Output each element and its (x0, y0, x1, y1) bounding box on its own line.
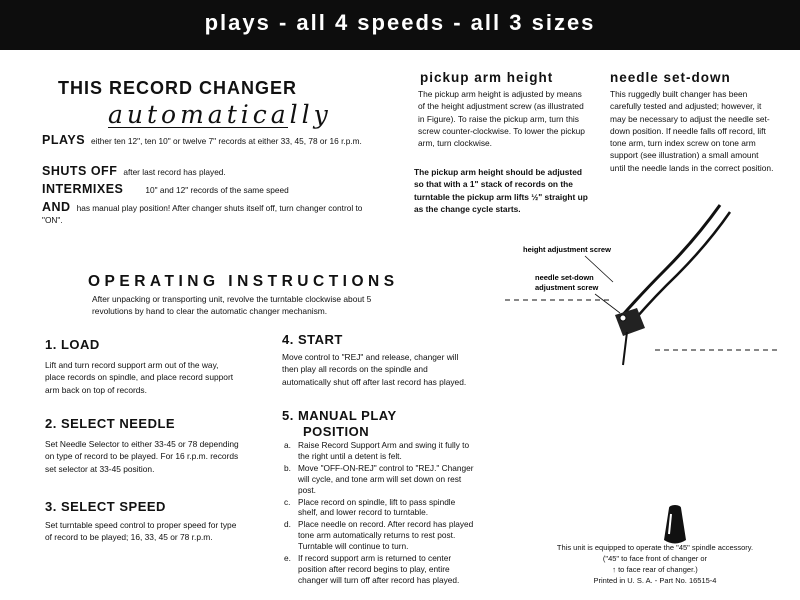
step-select-needle-text: Set Needle Selector to either 33-45 or 78 depending on type of record to be played. For 16 r.p.m. records set selector at 33-45 position. (45, 439, 239, 474)
manual-play-steps (282, 440, 474, 587)
list-item (282, 519, 474, 552)
feature-shuts-off (42, 165, 372, 178)
list-item-text: Raise Record Support Arm and swing it fully to the right until a detent is felt. (298, 440, 470, 461)
operating-intro: After unpacking or transporting unit, revolve the turntable clockwise about 5 revolutions by hand to clear the automatic changer mechanism. (92, 294, 372, 317)
operating-instructions-title: OPERATING INSTRUCTIONS (88, 273, 399, 290)
rest-post (623, 332, 627, 365)
list-item (282, 440, 474, 462)
adjustment-screw (620, 315, 626, 321)
list-item (282, 553, 474, 586)
feature-keyword: AND (42, 200, 71, 214)
list-item (282, 497, 474, 519)
changer-title: THIS RECORD CHANGER (58, 78, 298, 98)
step-manual-heading-1: 5. MANUAL PLAY (282, 408, 397, 423)
footer (510, 542, 800, 586)
list-item-letter: d. (284, 519, 291, 530)
label-needle-setdown-2: adjustment screw (535, 283, 599, 292)
list-item-letter: b. (284, 462, 291, 473)
feature-text: has manual play position! After changer shuts itself off, turn changer control to "ON". (42, 203, 363, 225)
tone-arm-outer (620, 205, 720, 318)
label-needle-setdown-1: needle set-down (535, 273, 594, 282)
list-item-text: If record support arm is returned to center position after record begins to play, entire changer will turn off after record has played. (298, 553, 460, 585)
footer-line-2: ("45" to face front of changer or (602, 554, 708, 563)
footer-line-3: ↑ to face rear of changer.) (612, 565, 698, 574)
footer-line-1: This unit is equipped to operate the "45" spindle accessory. (556, 543, 754, 552)
feature-text: 10" and 12" records of the same speed (145, 185, 289, 195)
feature-keyword: SHUTS OFF (42, 164, 118, 178)
tone-arm-illustration (495, 200, 785, 370)
step-start-heading: 4. START (282, 332, 343, 347)
list-item-letter: c. (284, 496, 291, 507)
list-item-letter: e. (284, 553, 291, 564)
feature-plays (42, 134, 372, 147)
list-item-text: Place record on spindle, lift to pass spindle shelf, and lower record to turntable. (298, 496, 456, 518)
tone-arm-inner (630, 212, 730, 325)
spindle-accessory-icon (655, 500, 695, 548)
footer-line-4: Printed in U. S. A. - Part No. 16515-4 (593, 576, 717, 585)
step-select-speed-heading: 3. SELECT SPEED (45, 499, 166, 514)
list-item-text: Move "OFF-ON-REJ" control to "REJ." Changer will cycle, and tone arm will set down on rest post. (298, 462, 474, 495)
needle-setdown-heading: needle set-down (610, 70, 731, 85)
feature-text: either ten 12", ten 10" or twelve 7" records at either 33, 45, 78 or 16 r.p.m. (91, 136, 362, 146)
step-load-heading: 1. LOAD (45, 337, 100, 352)
list-item-letter: a. (284, 440, 291, 450)
top-banner (0, 0, 800, 50)
pickup-para-1: The pickup arm height is adjusted by means of the height adjustment screw (as illustrated in Figure). To raise the pickup arm, turn this screw counter-clockwise. To lower the pickup arm, turn clockwise. (418, 89, 585, 149)
feature-keyword: INTERMIXES (42, 182, 124, 196)
needle-setdown-text: This ruggedly built changer has been carefully tested and adjusted; however, it may be necessary to adjust the needle set-down position. If needle falls off record, lift tone arm, turn index screw on tone arm support (see illustration) a small amount until the needle lands in the correct position. (610, 89, 774, 173)
leader-line-needle (595, 294, 620, 313)
pickup-heading: pickup arm height (420, 70, 554, 85)
label-height-adjustment: height adjustment screw (523, 245, 611, 254)
step-start-text: Move control to "REJ" and release, changer will then play all records on the spindle and automatically shut off after last record has played. (282, 352, 467, 387)
automatically-subtitle: automatically (108, 100, 332, 129)
feature-text: after last record has played. (123, 167, 226, 177)
pickup-para-2: The pickup arm height should be adjusted so that with a 1" stack of records on the turntable the pickup arm lifts ½" straight up as the change cycle starts. (414, 167, 588, 214)
list-item (282, 463, 474, 496)
step-select-needle-heading: 2. SELECT NEEDLE (45, 416, 176, 431)
banner-text: plays - all 4 speeds - all 3 sizes (204, 10, 596, 35)
step-manual-heading-2: POSITION (303, 424, 370, 439)
list-item-text: Place needle on record. After record has played tone arm automatically returns to rest post. Turntable will continue to turn. (298, 519, 474, 552)
feature-and (42, 201, 372, 226)
step-load-text: Lift and turn record support arm out of the way, place records on spindle, and place record support arm back on top of records. (45, 360, 234, 395)
subtitle-underline (108, 127, 288, 128)
feature-intermixes (42, 183, 372, 196)
feature-keyword: PLAYS (42, 133, 86, 147)
step-select-speed-text: Set turntable speed control to proper speed for type of record to be played; 16, 33, 45 or 78 r.p.m. (45, 520, 237, 543)
